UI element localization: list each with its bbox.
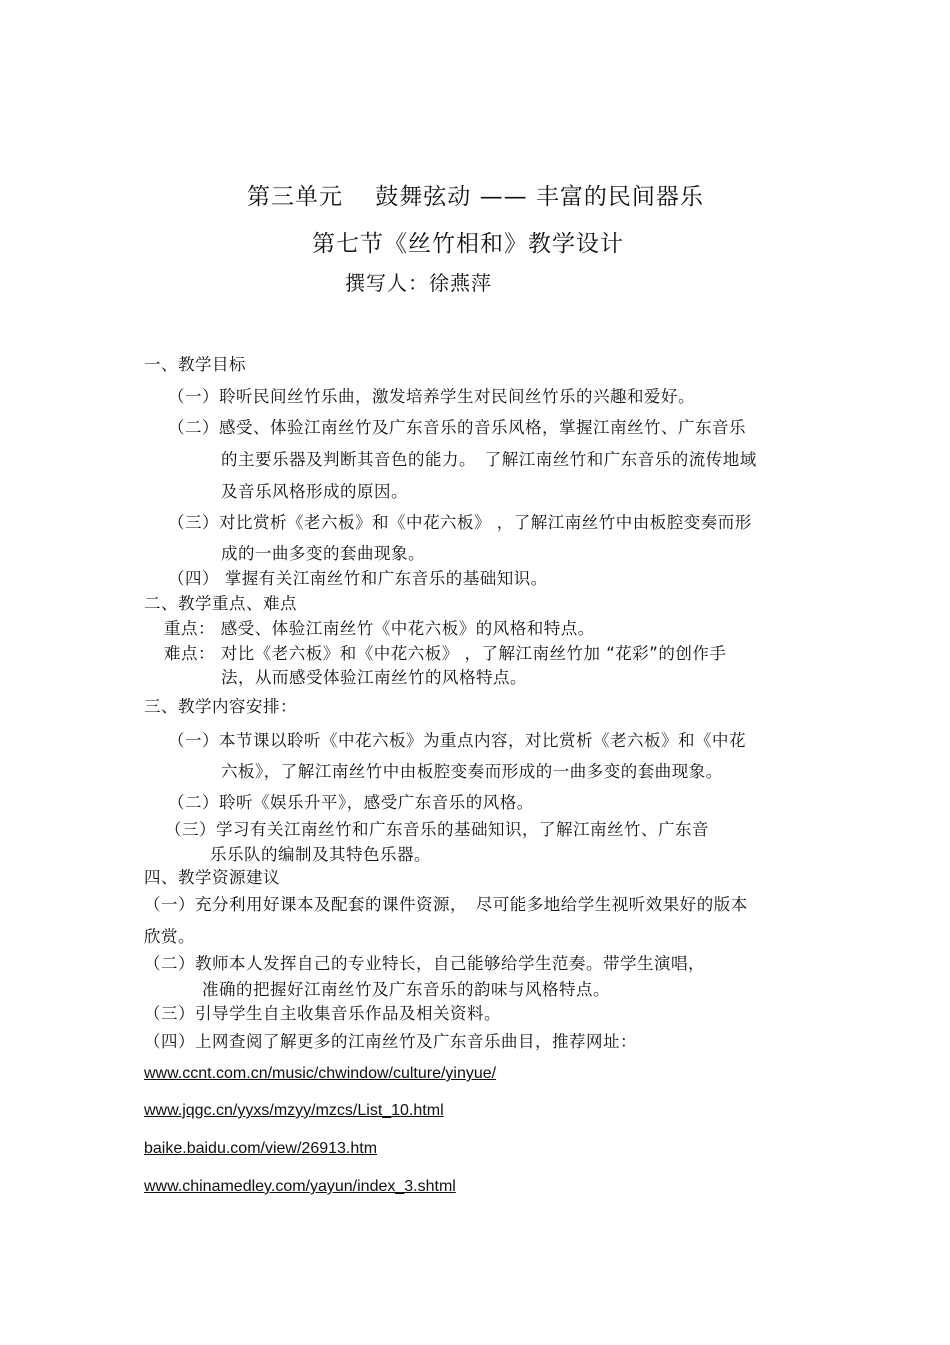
section4-item: 准确的把握好江南丝竹及广东音乐的韵味与风格特点。 [202, 980, 610, 999]
lesson-title: 第七节《丝竹相和》教学设计 [312, 231, 624, 257]
recommended-link[interactable]: www.chinamedley.com/yayun/index_3.shtml [144, 1178, 456, 1195]
recommended-link[interactable]: www.jqgc.cn/yyxs/mzyy/mzcs/List_10.html [144, 1102, 444, 1119]
section1-item: （一）聆听民间丝竹乐曲，激发培养学生对民间丝竹乐的兴趣和爱好。 [168, 387, 695, 406]
unit-title: 第三单元 鼓舞弦动 —— 丰富的民间器乐 [247, 184, 704, 210]
section3-item: 乐乐队的编制及其特色乐器。 [210, 845, 431, 864]
section1-item: 的主要乐器及判断其音色的能力。 了解江南丝竹和广东音乐的流传地域 [221, 450, 757, 469]
author-line: 撰写人：徐燕萍 [345, 271, 492, 295]
section3-item: （三）学习有关江南丝竹和广东音乐的基础知识，了解江南丝竹、广东音 [165, 820, 709, 839]
section1-heading: 一、教学目标 [144, 355, 246, 374]
section4-item: 欣赏。 [144, 927, 195, 946]
section2-item: 难点： 对比《老六板》和《中花六板》 ，了解江南丝竹加 “花彩”的创作手 [164, 644, 727, 663]
section4-item: （三）引导学生自主收集音乐作品及相关资料。 [144, 1004, 501, 1023]
section2-heading: 二、教学重点、难点 [144, 594, 297, 613]
section3-item: （一）本节课以聆听《中花六板》为重点内容，对比赏析《老六板》和《中花 [168, 731, 746, 750]
section1-item: 及音乐风格形成的原因。 [221, 482, 408, 501]
recommended-link[interactable]: baike.baidu.com/view/26913.htm [144, 1140, 378, 1157]
section4-item: （四）上网查阅了解更多的江南丝竹及广东音乐曲目，推荐网址： [144, 1032, 637, 1051]
section2-item: 法，从而感受体验江南丝竹的风格特点。 [221, 668, 527, 687]
recommended-link[interactable]: www.ccnt.com.cn/music/chwindow/culture/yinyue/ [144, 1065, 497, 1082]
section4-item: （二）教师本人发挥自己的专业特长，自己能够给学生范奏。带学生演唱， [144, 954, 705, 973]
section2-item: 重点： 感受、体验江南丝竹《中花六板》的风格和特点。 [164, 619, 595, 638]
section3-item: 六板》，了解江南丝竹中由板腔变奏而形成的一曲多变的套曲现象。 [221, 762, 723, 781]
section4-item: （一）充分利用好课本及配套的课件资源， 尽可能多地给学生视听效果好的版本 [144, 895, 748, 914]
section1-item: （三）对比赏析《老六板》和《中花六板》 ，了解江南丝竹中由板腔变奏而形 [168, 513, 752, 532]
section1-item: （二）感受、体验江南丝竹及广东音乐的音乐风格，掌握江南丝竹、广东音乐 [168, 418, 746, 437]
section3-item: （二）聆听《娱乐升平》，感受广东音乐的风格。 [168, 793, 534, 812]
section1-item: 成的一曲多变的套曲现象。 [221, 544, 425, 563]
section4-heading: 四、教学资源建议 [144, 868, 280, 887]
section1-item: （四） 掌握有关江南丝竹和广东音乐的基础知识。 [168, 569, 548, 588]
section3-heading: 三、教学内容安排： [144, 697, 297, 716]
